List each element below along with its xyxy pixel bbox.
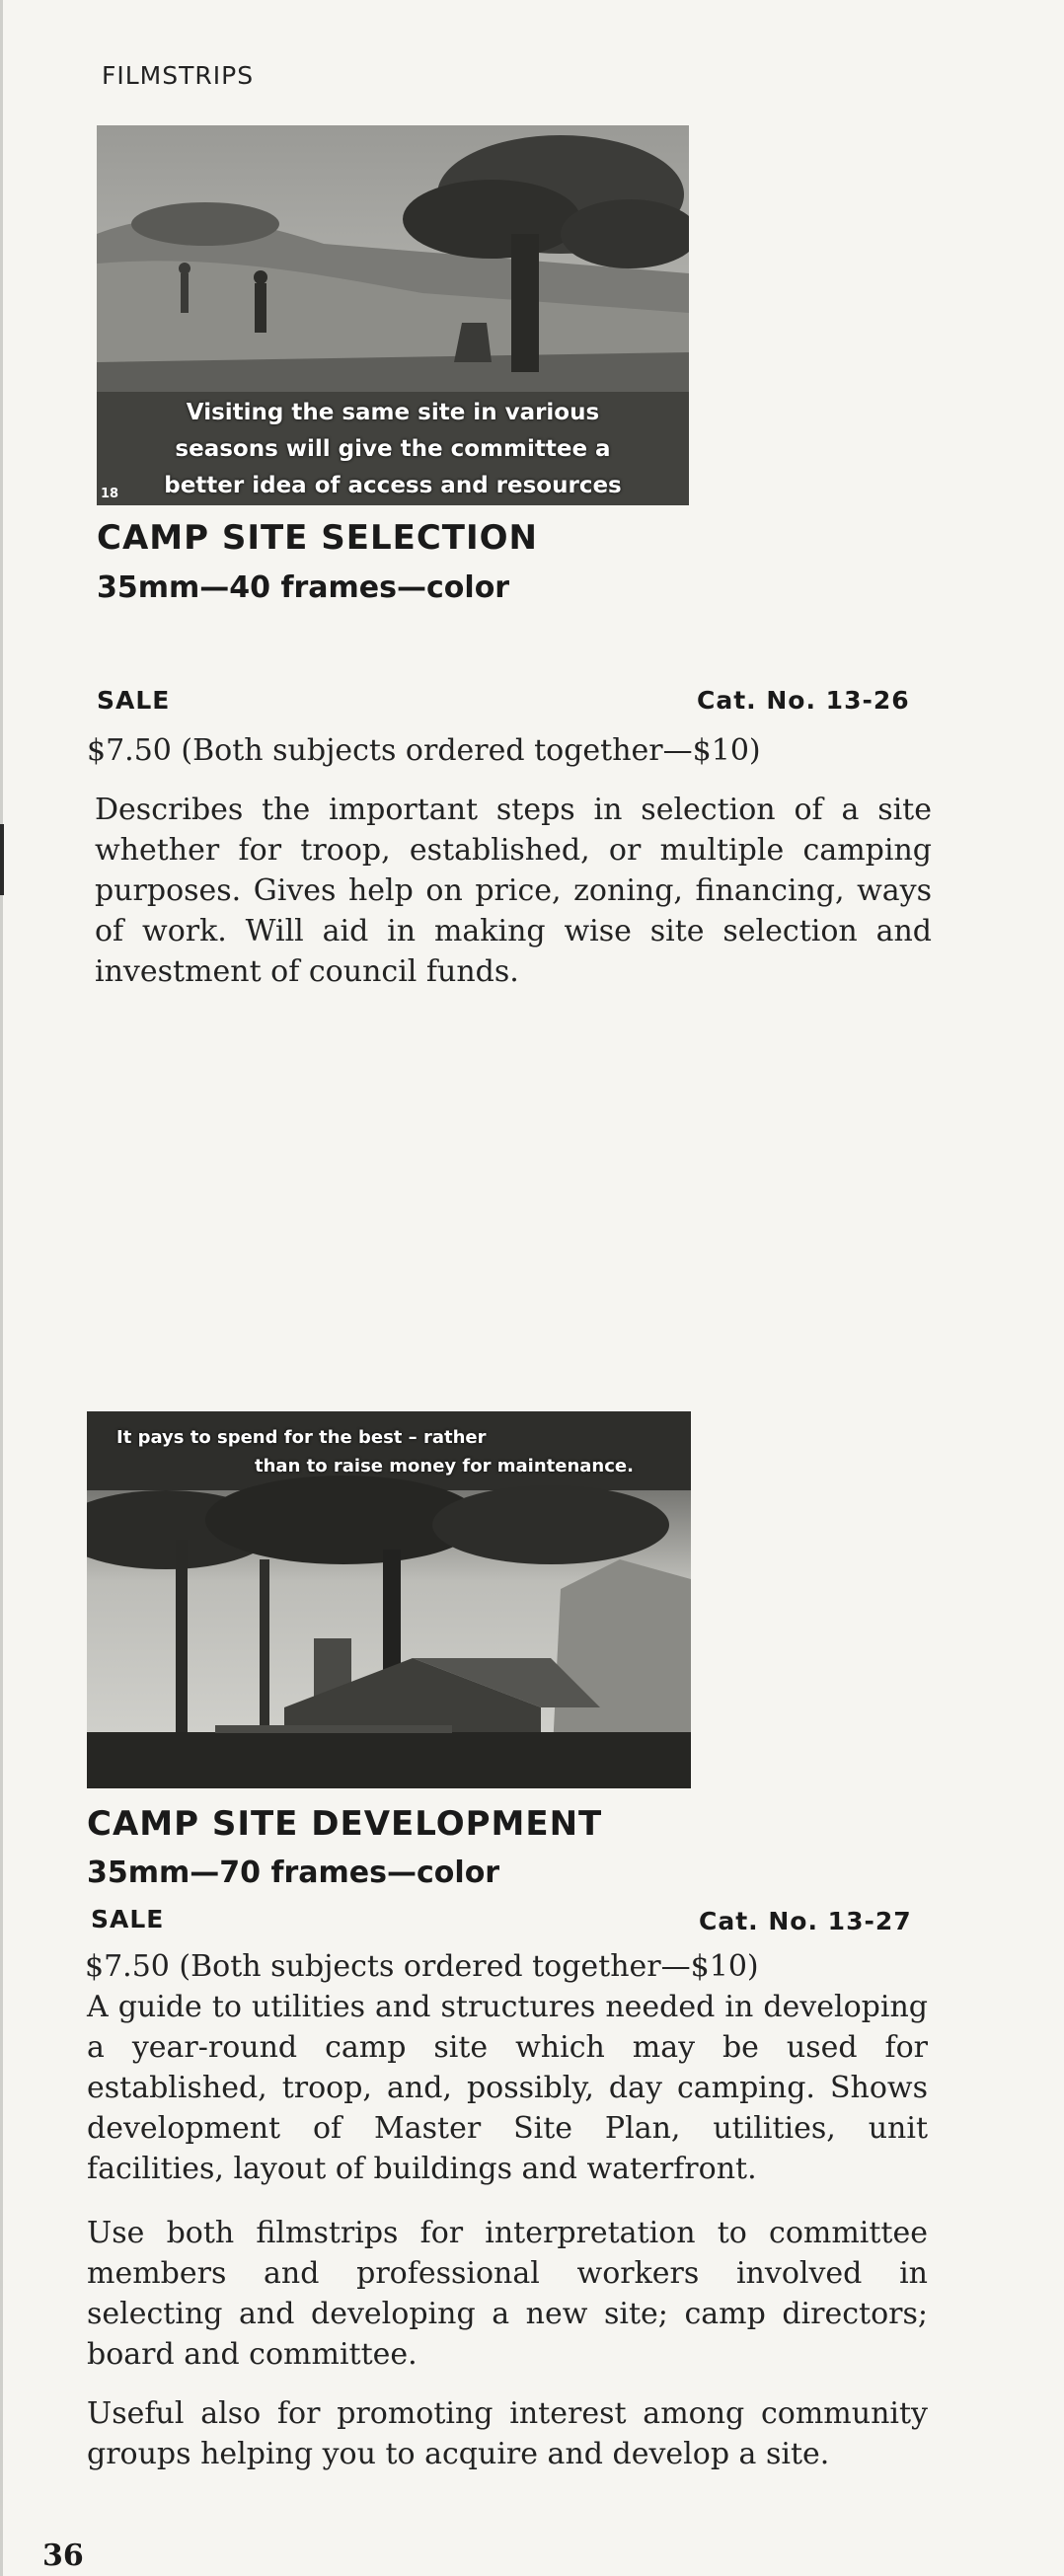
caption-line: It pays to spend for the best – rather [116,1427,487,1448]
price-text: $7.50 (Both subjects ordered together—$10) [85,1949,759,1984]
page-number: 36 [42,2538,84,2573]
entry-title: CAMP SITE SELECTION [97,518,539,558]
promotion-paragraph: Useful also for promoting interest among community groups helping you to acquire and develop a site. [87,2396,928,2471]
description-paragraph: Describes the important steps in selection of a site whether for troop, established, or multiple camping purposes. Gives help on price, zoning, financing, ways of work. Will aid in making wise site selection and investment of council funds. [95,793,932,989]
photo-caption [116,1423,634,1480]
sale-label: SALE [97,686,171,715]
caption-line: better idea of access and resources [164,473,622,498]
frame-number: 18 [101,487,119,501]
usage-paragraph: Use both filmstrips for interpretation to committee members and professional workers involved in selecting and developing a new site; camp directors; board and committee. [87,2216,928,2372]
margin-mark [0,824,4,895]
caption-line: seasons will give the committee a [175,436,611,462]
price-text: $7.50 (Both subjects ordered together—$10) [87,733,761,768]
photo-caption [97,395,689,504]
catalog-number: Cat. No. 13-26 [697,686,910,715]
page-edge [0,0,3,2576]
catalog-number: Cat. No. 13-27 [699,1907,912,1935]
camp-site-development-photo [87,1411,691,1788]
sale-label: SALE [91,1905,165,1933]
caption-line: than to raise money for maintenance. [255,1456,634,1477]
camp-site-selection-photo [97,125,689,505]
caption-line: Visiting the same site in various [186,400,600,425]
entry-subtitle: 35mm—40 frames—color [97,570,510,605]
description-paragraph: A guide to utilities and structures needed in developing a year-round camp site which may be used for established, troop, and, possibly, day camping. Shows development of Master Site Plan, utilities, unit facilities, layout of buildings and waterfront. [87,1990,928,2186]
entry-subtitle: 35mm—70 frames—color [87,1856,500,1890]
entry-title: CAMP SITE DEVELOPMENT [87,1804,603,1844]
section-label: FILMSTRIPS [102,61,255,90]
